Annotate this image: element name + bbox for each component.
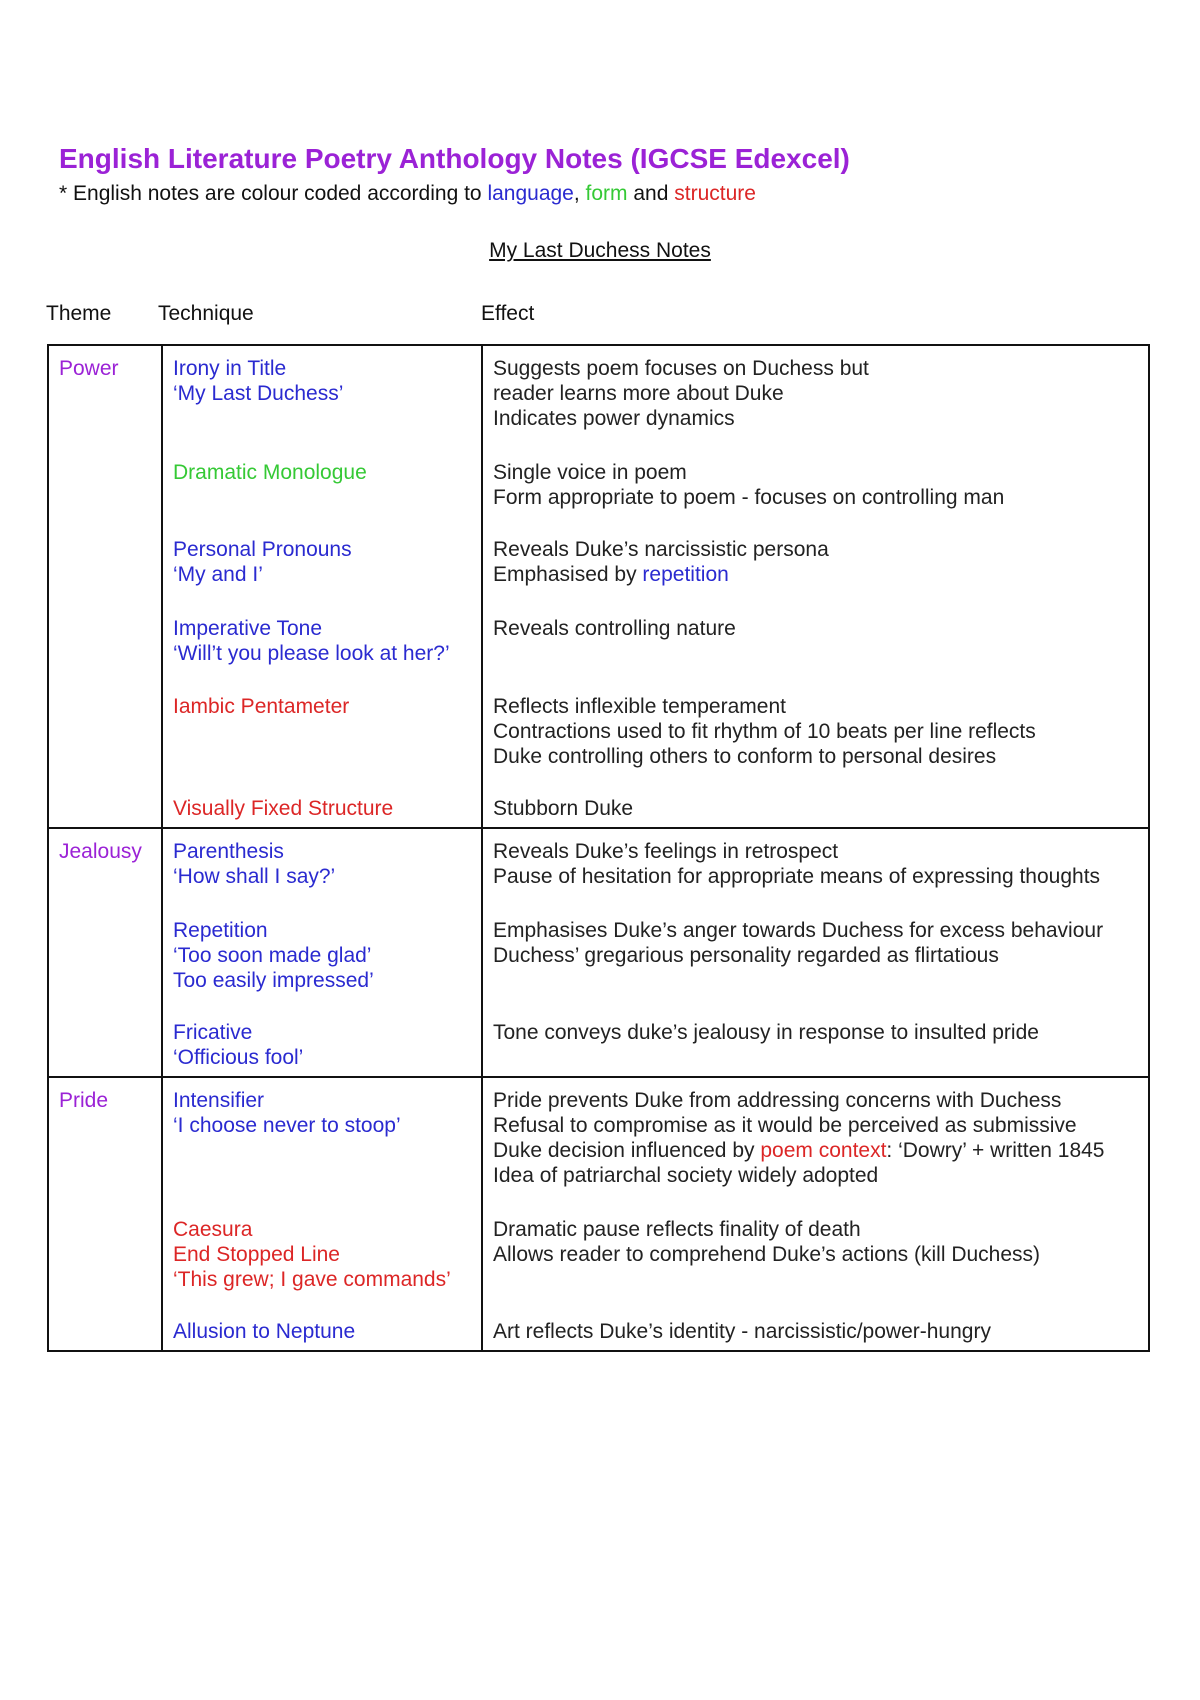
effect-text: Emphasises Duke’s anger towards Duchess for excess behaviour (493, 919, 1104, 942)
legend-and: and (627, 182, 675, 205)
technique-item (173, 616, 471, 667)
section-subtitle: My Last Duchess Notes (489, 239, 711, 262)
page-title: English Literature Poetry Anthology Notes (IGCSE Edexcel) (59, 143, 850, 174)
effect-text: Reveals Duke’s narcissistic persona (493, 538, 829, 561)
technique-label: Repetition (173, 919, 268, 942)
effect-item (493, 1088, 1138, 1190)
theme-cell: Jealousy (48, 828, 162, 1077)
effect-item (493, 356, 1138, 433)
effect-text: Reveals Duke’s feelings in retrospect (493, 840, 839, 863)
technique-quote: ‘How shall I say?’ (173, 865, 336, 888)
effect-item (493, 616, 1138, 667)
effect-cell (482, 345, 1149, 828)
technique-label: Irony in Title (173, 357, 287, 380)
effect-item (493, 1217, 1138, 1292)
effect-text: Duke controlling others to conform to personal desires (493, 745, 997, 768)
table-row-jealousy (48, 828, 1149, 1077)
technique-item (173, 1217, 471, 1292)
effect-text: Art reflects Duke’s identity - narcissistic/power-hungry (493, 1320, 991, 1343)
technique-label: Personal Pronouns (173, 538, 352, 561)
technique-cell (162, 828, 482, 1077)
effect-text: Duchess’ gregarious personality regarded as flirtatious (493, 944, 999, 967)
technique-quote: ‘Will’t you please look at her?’ (173, 642, 450, 665)
theme-cell: Pride (48, 1077, 162, 1351)
legend-language: language (487, 182, 574, 205)
column-header-effect: Effect (481, 302, 535, 325)
effect-text: Reflects inflexible temperament (493, 695, 786, 718)
technique-label: Caesura (173, 1218, 253, 1241)
technique-label: Visually Fixed Structure (173, 797, 394, 820)
technique-item (173, 537, 471, 589)
technique-label: End Stopped Line (173, 1243, 340, 1266)
technique-quote: Too easily impressed’ (173, 969, 374, 992)
effect-technique-ref: repetition (642, 563, 729, 586)
effect-item (493, 839, 1138, 891)
table-row-pride (48, 1077, 1149, 1351)
effect-cell (482, 828, 1149, 1077)
effect-item (493, 537, 1138, 589)
effect-text-part: Duke decision influenced by (493, 1139, 761, 1162)
effect-item (493, 460, 1138, 510)
theme-cell: Power (48, 345, 162, 828)
technique-cell (162, 345, 482, 828)
technique-quote: ‘Too soon made glad’ (173, 944, 372, 967)
effect-text-part: Emphasised by (493, 563, 643, 586)
technique-label: Dramatic Monologue (173, 461, 367, 484)
effect-text: Dramatic pause reflects finality of death (493, 1218, 861, 1241)
effect-text: Allows reader to comprehend Duke’s actions (kill Duchess) (493, 1243, 1041, 1266)
technique-label: Parenthesis (173, 840, 284, 863)
effect-text (493, 1138, 1138, 1163)
effect-text: Suggests poem focuses on Duchess but (493, 357, 869, 380)
effect-text: Reveals controlling nature (493, 617, 736, 640)
effect-item (493, 796, 1138, 821)
technique-label: Intensifier (173, 1089, 265, 1112)
effect-text (493, 562, 1138, 587)
column-header-technique: Technique (158, 302, 254, 325)
technique-quote: ‘My Last Duchess’ (173, 382, 344, 405)
technique-quote: ‘My and I’ (173, 563, 263, 586)
effect-text: Pride prevents Duke from addressing concerns with Duchess (493, 1089, 1062, 1112)
effect-text: Tone conveys duke’s jealousy in response to insulted pride (493, 1021, 1039, 1044)
technique-quote: ‘I choose never to stoop’ (173, 1114, 401, 1137)
technique-item (173, 1319, 471, 1344)
effect-text: Pause of hesitation for appropriate means of expressing thoughts (493, 865, 1101, 888)
technique-label: Fricative (173, 1021, 253, 1044)
legend-prefix: * English notes are colour coded according to (59, 182, 488, 205)
technique-quote: ‘This grew; I gave commands’ (173, 1268, 451, 1291)
effect-text: Contractions used to fit rhythm of 10 beats per line reflects (493, 720, 1036, 743)
technique-label: Allusion to Neptune (173, 1320, 356, 1343)
table-row-power (48, 345, 1149, 828)
effect-text: Indicates power dynamics (493, 407, 735, 430)
technique-item (173, 796, 471, 821)
column-header-theme: Theme (46, 302, 112, 325)
technique-label: Iambic Pentameter (173, 695, 350, 718)
technique-item (173, 694, 471, 769)
effect-text: Idea of patriarchal society widely adopted (493, 1164, 879, 1187)
effect-cell (482, 1077, 1149, 1351)
effect-context-ref: poem context (760, 1139, 887, 1162)
legend-structure: structure (674, 182, 756, 205)
technique-quote: ‘Officious fool’ (173, 1046, 304, 1069)
technique-label: Imperative Tone (173, 617, 323, 640)
effect-text: Refusal to compromise as it would be perceived as submissive (493, 1114, 1077, 1137)
technique-item (173, 460, 471, 510)
technique-item (173, 356, 471, 433)
technique-item (173, 918, 471, 993)
effect-text: Single voice in poem (493, 461, 687, 484)
effect-item (493, 1020, 1138, 1045)
legend-form: form (585, 182, 628, 205)
effect-item (493, 918, 1138, 993)
technique-item (173, 1088, 471, 1190)
technique-cell (162, 1077, 482, 1351)
effect-item (493, 1319, 1138, 1344)
effect-text: Form appropriate to poem - focuses on controlling man (493, 486, 1005, 509)
technique-item (173, 839, 471, 891)
effect-text-part: : ‘Dowry’ + written 1845 (886, 1139, 1105, 1162)
effect-text: Stubborn Duke (493, 797, 634, 820)
technique-item (173, 1020, 471, 1070)
colour-legend (59, 182, 756, 206)
legend-comma: , (573, 182, 586, 205)
notes-table (47, 344, 1150, 1352)
effect-item (493, 694, 1138, 769)
effect-text: reader learns more about Duke (493, 382, 784, 405)
